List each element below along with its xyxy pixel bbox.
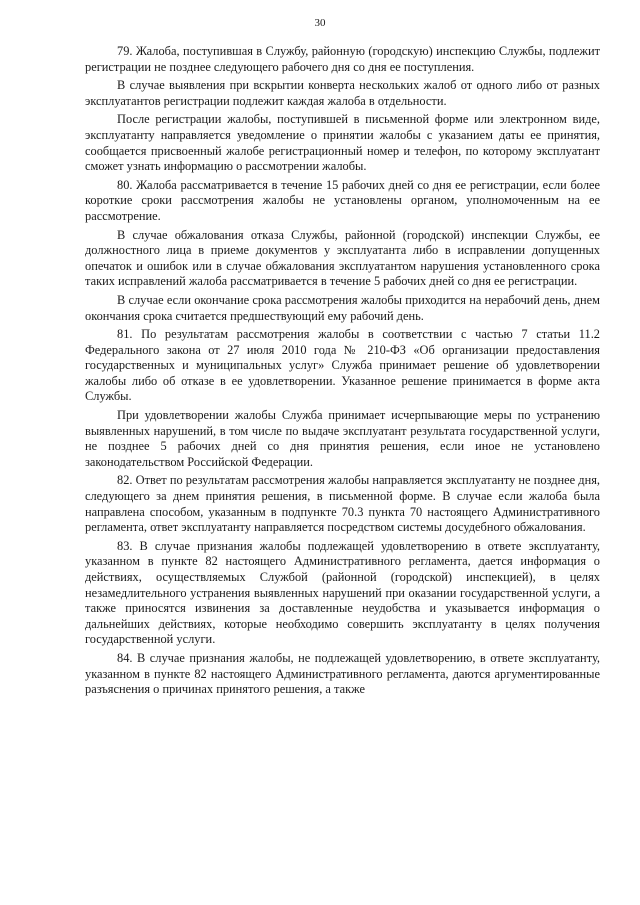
paragraph-83: 83. В случае признания жалобы подлежащей удовлетворению в ответе эксплуатанту, указанном в пункте 82 настоящего Административного регламента, дается информация о действиях, осуществляемых Службой (районной (городской) инспекцией), в целях незамедлительного устранения выявленных нарушений при оказании государственной услуги, а также приносятся извинения за доставленные неудобства и указывается информация о дальнейших действиях, которые необходимо совершить эксплуатанту в целях получения государственной услуги.: [85, 538, 600, 647]
paragraph-81: 81. По результатам рассмотрения жалобы в соответствии с частью 7 статьи 11.2 Федерального закона от 27 июля 2010 года № 210-ФЗ «Об организации предоставления государственных и муниципальных услуг» Служба принимает решение об удовлетворении жалобы либо об отказе в ее удовлетворении. Указанное решение принимается в форме акта Службы.: [85, 327, 600, 404]
paragraph-81-satisfaction: При удовлетворении жалобы Служба принимает исчерпывающие меры по устранению выявленных нарушений, в том числе по выдаче эксплуатант результата государственной услуги, не позднее 5 рабочих дней со дня принятия решения, если иное не установлено законодательством Российской Федерации.: [85, 408, 600, 469]
document-body: [85, 44, 600, 701]
paragraph-80-non-working-day: В случае если окончание срока рассмотрения жалобы приходится на нерабочий день, днем окончания срока считается предшествующий ему рабочий день.: [85, 292, 600, 323]
paragraph-79-multiple-complaints: В случае выявления при вскрытии конверта нескольких жалоб от одного либо от разных эксплуатантов регистрации подлежит каждая жалоба в отдельности.: [85, 78, 600, 108]
paragraph-79: 79. Жалоба, поступившая в Службу, районную (городскую) инспекцию Службы, подлежит регистрации не позднее следующего рабочего дня со дня ее поступления.: [85, 44, 600, 74]
paragraph-82: 82. Ответ по результатам рассмотрения жалобы направляется эксплуатанту не позднее дня, следующего за днем принятия решения, в письменной форме. В случае если жалоба была направлена способом, указанным в подпункте 70.3 пункта 70 настоящего Административного регламента, ответ эксплуатанту направляется посредством системы досудебного обжалования.: [85, 473, 600, 535]
paragraph-80: 80. Жалоба рассматривается в течение 15 рабочих дней со дня ее регистрации, если более короткие сроки рассмотрения жалобы не установлены органом, уполномоченным на ее рассмотрение.: [85, 177, 600, 223]
paragraph-79-notification: После регистрации жалобы, поступившей в письменной форме или электронном виде, эксплуатанту направляется уведомление о принятии жалобы с указанием даты ее принятия, сообщается присвоенный жалобе регистрационный номер и телефон, по которому эксплуатант сможет узнать информацию о рассмотрении жалобы.: [85, 112, 600, 174]
paragraph-80-refusal-appeal: В случае обжалования отказа Службы, районной (городской) инспекции Службы, ее должностного лица в приеме документов у эксплуатанта либо в исправлении допущенных опечаток и ошибок или в случае обжалования эксплуатантом нарушения установленного срока таких исправлений жалоба рассматривается в течение 5 рабочих дней со дня ее регистрации.: [85, 227, 600, 289]
paragraph-84: 84. В случае признания жалобы, не подлежащей удовлетворению, в ответе эксплуатанту, указанном в пункте 82 настоящего Административного регламента, даются аргументированные разъяснения о причинах принятого решения, а также: [85, 650, 600, 697]
page-number: 30: [314, 17, 326, 29]
